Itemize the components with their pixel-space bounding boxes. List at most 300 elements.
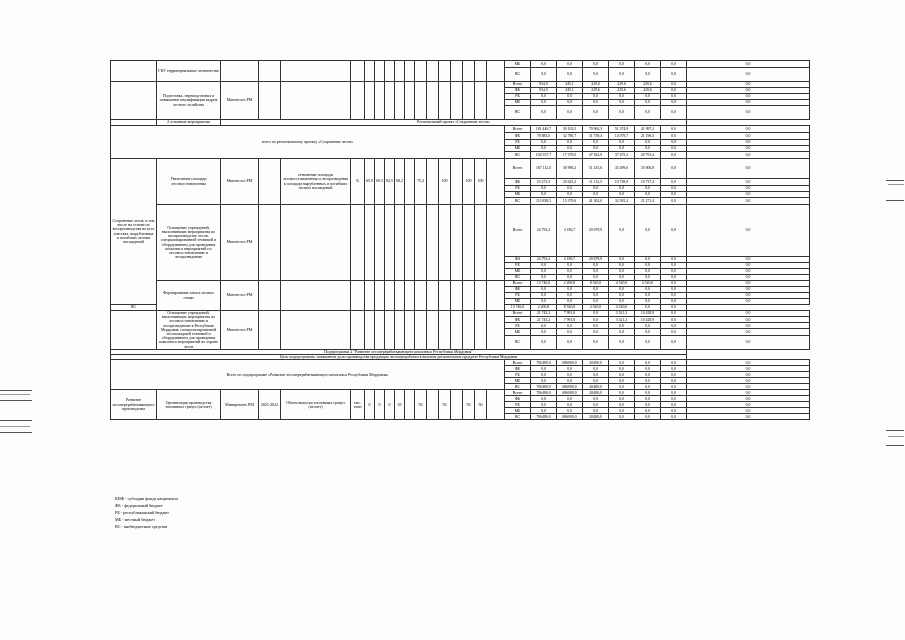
empty-cell — [439, 205, 451, 281]
indicator-value: 82,5 — [385, 159, 395, 205]
amount-cell: 51 374,9 — [609, 126, 635, 133]
amount-cell: 10 428,9 — [635, 317, 661, 323]
amount-cell: 0,0 — [661, 94, 687, 100]
activity-name: ГКУ территориальные лесничества — [157, 61, 221, 82]
amount-cell: 0,0 — [583, 323, 609, 329]
amount-cell: 47 822,9 — [583, 152, 609, 159]
amount-cell: 0,0 — [661, 402, 687, 408]
empty-cell — [395, 205, 405, 281]
indicator-unit: тыс. тонн — [351, 390, 365, 420]
budget-level: РБ — [505, 94, 531, 100]
amount-cell: 0,0 — [531, 140, 557, 146]
budget-level: РБ — [505, 293, 531, 299]
amount-cell: 10 738,9 — [609, 179, 635, 186]
empty-cell — [385, 82, 395, 120]
empty-cell — [405, 311, 415, 350]
amount-cell: 0,0 — [609, 408, 635, 414]
amount-cell: 0,0 — [609, 329, 635, 335]
amount-cell: 21 271,4 — [635, 198, 661, 205]
amount-cell: 0,0 — [661, 275, 687, 281]
empty-cell — [395, 281, 405, 311]
scan-mark — [886, 445, 904, 446]
empty-cell — [259, 281, 281, 311]
indicator-value: 50 — [415, 390, 427, 420]
amount-cell: 0,0 — [557, 269, 583, 275]
amount-cell: 0,0 — [609, 384, 635, 390]
empty-cell — [427, 205, 439, 281]
amount-cell: 79 962,3 — [583, 126, 609, 133]
budget-level: РБ — [505, 186, 531, 192]
responsible-org: Минлесхоз РМ — [221, 205, 259, 281]
empty-cell — [487, 61, 505, 82]
amount-cell: 0,0 — [661, 414, 687, 420]
empty-cell — [259, 82, 281, 120]
amount-cell: 20480,0 — [583, 384, 609, 390]
amount-cell: 0,0 — [531, 396, 557, 402]
budget-level: ВС — [505, 198, 531, 205]
empty-cell — [385, 205, 395, 281]
amount-cell: 0,0 — [583, 61, 609, 68]
amount-cell: 0,0 — [557, 366, 583, 372]
amount-cell: 0,0 — [687, 205, 810, 257]
empty-cell — [427, 281, 439, 311]
amount-cell: 0,0 — [661, 305, 687, 311]
amount-cell: 0,0 — [635, 323, 661, 329]
amount-cell: 0,0 — [583, 275, 609, 281]
amount-cell: 0,0 — [687, 179, 810, 186]
budget-level: ФБ — [505, 396, 531, 402]
amount-cell: 0,0 — [635, 192, 661, 198]
budget-level: Всего — [505, 311, 531, 317]
amount-cell: 706480,0 — [531, 390, 557, 396]
amount-cell: 0,0 — [557, 94, 583, 100]
amount-cell: 0,0 — [687, 152, 810, 159]
budget-level: Всего — [505, 205, 531, 257]
empty-cell — [365, 281, 375, 311]
empty-cell — [385, 311, 395, 350]
budget-level: МБ — [505, 269, 531, 275]
amount-cell: 0,0 — [687, 390, 810, 396]
amount-cell: 0,0 — [661, 263, 687, 269]
amount-cell: 0,0 — [609, 263, 635, 269]
amount-cell: 0,0 — [531, 366, 557, 372]
amount-cell: 0,0 — [635, 275, 661, 281]
empty-cell — [281, 311, 351, 350]
amount-cell: 0,0 — [609, 275, 635, 281]
amount-cell: 51 415,6 — [583, 159, 609, 179]
empty-cell — [375, 61, 385, 82]
budget-level: Всего — [505, 159, 531, 179]
amount-cell: 21 196,3 — [635, 133, 661, 140]
indicator-value — [427, 390, 439, 420]
amount-cell: 20 679,9 — [583, 257, 609, 263]
amount-cell: 229,6 — [609, 88, 635, 94]
amount-cell: 0,0 — [609, 68, 635, 82]
amount-cell: 0,0 — [661, 372, 687, 378]
amount-cell: 0,0 — [557, 192, 583, 198]
scan-mark — [888, 436, 904, 437]
empty-cell — [427, 82, 439, 120]
amount-cell: 0,0 — [583, 192, 609, 198]
amount-cell: 0,0 — [661, 390, 687, 396]
amount-cell: 0,0 — [609, 402, 635, 408]
indicator-value — [405, 159, 415, 205]
amount-cell: 0,0 — [583, 378, 609, 384]
budget-level: РБ — [505, 372, 531, 378]
amount-cell: 686000,0 — [557, 414, 583, 420]
regional-project-banner: Региональный проект «Сохранение лесов» — [221, 120, 687, 126]
amount-cell: 43 499,6 — [609, 159, 635, 179]
empty-cell — [439, 82, 451, 120]
amount-cell: 8 520,0 — [583, 281, 609, 287]
indicator-value: 0 — [375, 390, 385, 420]
amount-cell: 0,0 — [661, 293, 687, 299]
budget-level: ФБ — [505, 179, 531, 186]
amount-cell: 0,0 — [557, 408, 583, 414]
amount-cell: 0,0 — [661, 311, 687, 317]
amount-cell: 0,0 — [609, 390, 635, 396]
amount-cell: 113 838,5 — [531, 198, 557, 205]
empty-cell — [259, 311, 281, 350]
amount-cell: 0,0 — [635, 269, 661, 275]
scan-mark — [0, 400, 32, 401]
amount-cell: 0,0 — [635, 146, 661, 152]
amount-cell: 0,0 — [661, 133, 687, 140]
empty-cell — [475, 61, 487, 82]
empty-cell — [395, 311, 405, 350]
amount-cell: 0,0 — [609, 293, 635, 299]
amount-cell: 0,0 — [635, 61, 661, 68]
empty-cell — [427, 311, 439, 350]
empty-cell — [405, 82, 415, 120]
finance-table — [110, 60, 810, 420]
amount-cell: 0,0 — [687, 408, 810, 414]
amount-cell: 0,0 — [583, 146, 609, 152]
amount-cell: 0,0 — [557, 106, 583, 120]
amount-cell: 10 737,4 — [635, 179, 661, 186]
amount-cell: 21 743,2 — [531, 317, 557, 323]
budget-level: РБ — [505, 140, 531, 146]
amount-cell: 0,0 — [531, 299, 557, 305]
amount-cell: 0,0 — [687, 299, 810, 305]
amount-cell: 0,0 — [687, 293, 810, 299]
amount-cell: 78 883,0 — [531, 133, 557, 140]
amount-cell: 0,0 — [609, 100, 635, 106]
amount-cell: 0,0 — [635, 372, 661, 378]
subprogram-banner: Подпрограмма 2 "Развитие лесоперерабатывающего комплекса Республики Мордовия" — [111, 349, 687, 354]
budget-level: МБ — [505, 146, 531, 152]
amount-cell: 0,0 — [635, 68, 661, 82]
amount-cell: 4 186,7 — [557, 257, 583, 263]
amount-cell: 0,0 — [531, 275, 557, 281]
amount-cell: 0,0 — [531, 372, 557, 378]
group-label: Развитие лесоперерабатывающего производства — [111, 390, 157, 420]
empty-cell — [451, 205, 463, 281]
amount-cell: 0,0 — [635, 140, 661, 146]
amount-cell: 0,0 — [635, 378, 661, 384]
amount-cell: 0,0 — [609, 299, 635, 305]
indicator-unit: % — [351, 159, 365, 205]
amount-cell: 0,0 — [661, 299, 687, 305]
amount-cell: 10 428,9 — [635, 311, 661, 317]
amount-cell: 0,0 — [687, 402, 810, 408]
amount-cell: 0,0 — [557, 68, 583, 82]
amount-cell: 0,0 — [583, 100, 609, 106]
amount-cell: 17 379,0 — [557, 152, 583, 159]
amount-cell: 0,0 — [687, 82, 810, 88]
amount-cell: 0,0 — [531, 186, 557, 192]
amount-cell: 0,0 — [661, 329, 687, 335]
amount-cell: 0,0 — [531, 146, 557, 152]
amount-cell: 0,0 — [583, 299, 609, 305]
activity-name: Оснащение учреждений, выполняющих мероприятия по лесовосстановлению и лесоразведению в Республике Мордовия, специализированной лесопожарной техникой и оборудованием для проведения комплекса мероприятий по охране лесов — [157, 311, 221, 350]
amount-cell: 0,0 — [583, 269, 609, 275]
budget-level: Всего — [505, 281, 531, 287]
scan-mark — [0, 394, 30, 395]
budget-level: РБ — [505, 323, 531, 329]
empty-cell — [475, 281, 487, 311]
amount-cell: 15 379,6 — [557, 198, 583, 205]
amount-cell: 0,0 — [531, 94, 557, 100]
amount-cell: 7 991,8 — [557, 317, 583, 323]
amount-cell: 0,0 — [635, 396, 661, 402]
amount-cell: 0,0 — [661, 323, 687, 329]
empty-cell — [375, 311, 385, 350]
amount-cell: 0,0 — [661, 179, 687, 186]
empty-cell — [451, 311, 463, 350]
empty-cell — [415, 311, 427, 350]
responsible-org: Минлесхоз РМ — [221, 281, 259, 311]
amount-cell: 21 743,2 — [531, 311, 557, 317]
budget-level: ВС — [505, 68, 531, 82]
amount-cell: 0,0 — [609, 366, 635, 372]
amount-cell: 0,0 — [661, 408, 687, 414]
scan-mark — [886, 180, 904, 181]
amount-cell: 0,0 — [531, 263, 557, 269]
amount-cell: 0,0 — [687, 133, 810, 140]
legend-item: ФБ - федеральный бюджет — [115, 503, 163, 508]
amount-cell: 0,0 — [687, 263, 810, 269]
amount-cell: 0,0 — [687, 366, 810, 372]
amount-cell: 0,0 — [687, 311, 810, 317]
budget-level: ВС — [505, 384, 531, 390]
amount-cell: 0,0 — [687, 269, 810, 275]
amount-cell: 20480,0 — [583, 360, 609, 366]
amount-cell: 14 079,7 — [609, 133, 635, 140]
amount-cell: 0,0 — [609, 61, 635, 68]
amount-cell: 0,0 — [583, 311, 609, 317]
scan-mark — [888, 184, 904, 185]
amount-cell: 0,0 — [661, 205, 687, 257]
activity-name: Оснащение учреждений, выполняющих мероприятия по воспроизводству лесов, специализированной техникой и оборудованием для проведения комплекса мероприятий по лесовосстановлению и лесоразведению — [157, 205, 221, 281]
amount-cell: 0,0 — [531, 100, 557, 106]
scan-mark — [0, 432, 32, 433]
indicator-value: 35 — [395, 390, 405, 420]
amount-cell: 20 679,9 — [583, 205, 609, 257]
amount-cell: 0,0 — [609, 257, 635, 263]
empty-cell — [351, 311, 365, 350]
empty-cell — [395, 82, 405, 120]
amount-cell: 0,0 — [609, 287, 635, 293]
amount-cell: 0,0 — [557, 186, 583, 192]
empty-cell — [405, 205, 415, 281]
budget-level: РБ — [505, 263, 531, 269]
amount-cell: 0,0 — [583, 106, 609, 120]
amount-cell: 8 520,0 — [557, 305, 583, 311]
amount-cell: 7 991,8 — [557, 311, 583, 317]
amount-cell: 0,0 — [557, 335, 583, 349]
budget-level: Всего — [505, 126, 531, 133]
budget-level: Всего — [505, 390, 531, 396]
amount-cell: 0,0 — [661, 366, 687, 372]
amount-cell: 0,0 — [583, 366, 609, 372]
empty-cell — [439, 311, 451, 350]
amount-cell: 0,0 — [609, 205, 635, 257]
budget-level: МБ — [505, 192, 531, 198]
amount-cell: 0,0 — [687, 100, 810, 106]
amount-cell: 0,0 — [583, 186, 609, 192]
indicator-value: 100 — [439, 159, 451, 205]
empty-cell — [385, 61, 395, 82]
amount-cell: 0,0 — [557, 396, 583, 402]
budget-level: ФБ — [505, 366, 531, 372]
amount-cell: 2 200,8 — [531, 305, 557, 311]
legend-prefix: КИФ - субсидии фонда капремонта — [115, 496, 179, 501]
amount-cell: 0,0 — [531, 378, 557, 384]
legend-item: ВС - внебюджетные средства — [115, 524, 168, 529]
amount-cell: 0,0 — [687, 88, 810, 94]
amount-cell: 229,6 — [635, 88, 661, 94]
empty-cell — [259, 61, 281, 82]
empty-cell — [463, 281, 475, 311]
scan-mark — [0, 420, 32, 421]
amount-cell: 0,0 — [661, 82, 687, 88]
indicator-value — [451, 159, 463, 205]
amount-cell: 0,0 — [635, 335, 661, 349]
budget-level: ВС — [505, 414, 531, 420]
empty-cell — [463, 61, 475, 82]
budget-level: МБ — [505, 100, 531, 106]
empty-cell — [475, 82, 487, 120]
amount-cell: 0,0 — [661, 281, 687, 287]
empty-cell — [281, 61, 351, 82]
amount-cell: 0,0 — [661, 186, 687, 192]
amount-cell: 0,0 — [531, 287, 557, 293]
amount-cell: 0,0 — [583, 372, 609, 378]
amount-cell: 0,0 — [557, 372, 583, 378]
amount-cell: 4 520,0 — [583, 305, 609, 311]
empty-cell — [351, 82, 365, 120]
budget-level: Всего — [505, 82, 531, 88]
amount-cell: 0,0 — [583, 402, 609, 408]
table-row — [111, 126, 810, 133]
amount-cell: 0,0 — [583, 68, 609, 82]
amount-cell: 24 793,2 — [531, 205, 557, 257]
amount-cell: 0,0 — [609, 106, 635, 120]
subprogram-goal: Цель подпрограммы: повышение доли производства продукции лесопереработки в валовом региональном продукте Республики Мордовия — [111, 355, 687, 360]
empty-cell — [365, 82, 375, 120]
amount-cell: 0,0 — [583, 94, 609, 100]
amount-cell: 0,0 — [687, 140, 810, 146]
indicator-value — [427, 159, 439, 205]
amount-cell: 0,0 — [661, 88, 687, 94]
amount-cell: 0,0 — [531, 329, 557, 335]
indicator-value: 0 — [365, 390, 375, 420]
table-row — [111, 159, 810, 179]
amount-cell: 0,0 — [531, 323, 557, 329]
empty-cell — [415, 82, 427, 120]
amount-cell: 0,0 — [635, 205, 661, 257]
amount-cell: 0,0 — [583, 335, 609, 349]
amount-cell: 0,0 — [635, 287, 661, 293]
amount-cell: 11 112,5 — [583, 179, 609, 186]
amount-cell: 0,0 — [635, 106, 661, 120]
amount-cell: 0,0 — [635, 329, 661, 335]
empty-cell — [375, 205, 385, 281]
amount-cell: 0,0 — [687, 384, 810, 390]
amount-cell: 0,0 — [531, 192, 557, 198]
amount-cell: 0,0 — [635, 305, 661, 311]
amount-cell: 0,0 — [609, 396, 635, 402]
empty-cell — [451, 82, 463, 120]
amount-cell: 0,0 — [687, 186, 810, 192]
legend-item: МБ - местный бюджет — [115, 517, 155, 522]
amount-cell: 229,6 — [583, 88, 609, 94]
amount-cell: 0,0 — [687, 396, 810, 402]
amount-cell: 0,0 — [583, 140, 609, 146]
amount-cell: 4 520,0 — [609, 305, 635, 311]
indicator-value: 100 — [475, 159, 487, 205]
responsible-org: Минпромтех РМ — [221, 390, 259, 420]
amount-cell: 41 997,2 — [635, 126, 661, 133]
amount-cell: 20 625,2 — [557, 179, 583, 186]
responsible-org: Минлесхоз РМ — [221, 311, 259, 350]
amount-cell: 0,0 — [687, 323, 810, 329]
amount-cell: 0,0 — [687, 360, 810, 366]
amount-cell: 934,9 — [531, 82, 557, 88]
amount-cell: 53 273,5 — [531, 179, 557, 186]
activity-name: Организация производства топливных гранул (пеллет) — [157, 390, 221, 420]
amount-cell: 13 746,0 — [531, 281, 557, 287]
amount-cell: 229,6 — [583, 82, 609, 88]
amount-cell: 0,0 — [635, 366, 661, 372]
budget-level: Всего — [505, 360, 531, 366]
legend — [115, 495, 178, 530]
basic-measures-label: 2 основные мероприятия — [157, 120, 221, 126]
amount-cell: 0,0 — [661, 68, 687, 82]
amount-cell: 0,0 — [687, 275, 810, 281]
empty-cell — [487, 82, 505, 120]
indicator-value: 0 — [385, 390, 395, 420]
amount-cell: 20480,0 — [583, 390, 609, 396]
amount-cell: 0,0 — [609, 372, 635, 378]
indicator-value — [405, 390, 415, 420]
amount-cell: 0,0 — [687, 287, 810, 293]
empty-cell — [375, 82, 385, 120]
amount-cell: 245,1 — [557, 82, 583, 88]
amount-cell: 20 791,4 — [635, 152, 661, 159]
scan-mark — [886, 430, 904, 431]
amount-cell: 0,0 — [635, 257, 661, 263]
empty-cell — [385, 281, 395, 311]
amount-cell: 0,0 — [609, 360, 635, 366]
amount-cell: 4 186,7 — [557, 205, 583, 257]
empty-cell — [351, 61, 365, 82]
amount-cell: 0,0 — [609, 378, 635, 384]
amount-cell: 0,0 — [687, 329, 810, 335]
budget-level: ВС — [505, 335, 531, 349]
amount-cell: 0,0 — [531, 61, 557, 68]
